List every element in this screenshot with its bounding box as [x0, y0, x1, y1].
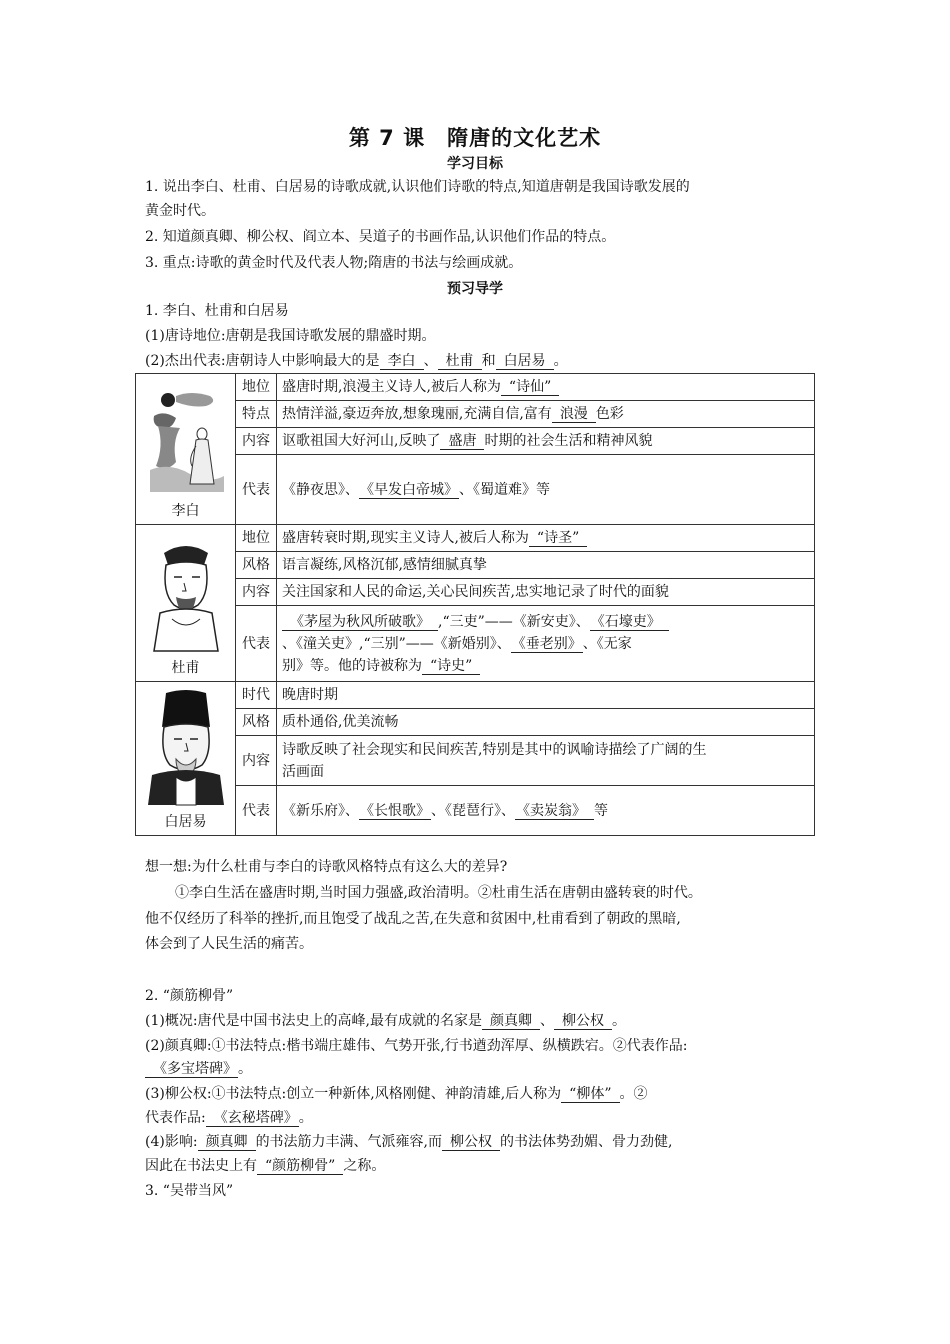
- row-content: [277, 455, 815, 525]
- part2-line: [145, 1107, 825, 1129]
- answer-blank: 《长恨歌》: [359, 803, 431, 820]
- answer-blank: 浪漫: [552, 406, 596, 423]
- row-label: 内容: [236, 736, 277, 786]
- text: 盛唐转衰时期,现实主义诗人,被后人称为: [282, 530, 529, 546]
- part2-line: [145, 1083, 825, 1105]
- answer-blank: 李白: [380, 353, 424, 370]
- portrait-cell-baijuyi: [136, 682, 236, 836]
- baijuyi-portrait-image: [146, 689, 226, 807]
- text: (2)杰出代表:唐朝诗人中影响最大的是: [145, 353, 380, 369]
- answer-blank: 柳公权: [442, 1134, 500, 1151]
- text: 。②: [619, 1086, 648, 1102]
- think-answer-line: 他不仅经历了科举的挫折,而且饱受了战乱之苦,在失意和贫困中,杜甫看到了朝政的黑暗,: [145, 911, 681, 927]
- text: 时期的社会生活和精神风貌: [484, 433, 653, 449]
- answer-blank: 《卖炭翁》: [515, 803, 594, 820]
- row-content: [277, 401, 815, 428]
- goal-line: 2. 知道颜真卿、柳公权、阎立本、吴道子的书画作品,认识他们作品的特点。: [145, 229, 616, 245]
- text: 、: [540, 1013, 554, 1029]
- text: 、《潼关吏》,“三别”——《新婚别》、: [282, 635, 511, 652]
- text: 、《琵琶行》、: [431, 802, 515, 819]
- text: 盛唐时期,浪漫主义诗人,被后人称为: [282, 379, 501, 395]
- answer-blank: 颜真卿: [198, 1134, 256, 1151]
- part2-line: [145, 1155, 825, 1177]
- section-heading-preview: 预习导学: [447, 281, 503, 297]
- answer-blank: 《茅屋为秋风所破歌》: [282, 614, 438, 631]
- part2-line: [145, 1131, 825, 1153]
- text: 色彩: [595, 406, 624, 422]
- row-content: [277, 786, 815, 836]
- row-label: 代表: [236, 455, 277, 525]
- row-label: 内容: [236, 579, 277, 606]
- poets-table: [135, 373, 815, 836]
- text: 、: [423, 353, 438, 369]
- text: 的书法体势劲媚、骨力劲健,: [500, 1134, 673, 1150]
- text: 、《无家: [582, 635, 632, 652]
- answer-blank: “诗圣”: [529, 530, 587, 547]
- answer-blank: “诗仙”: [501, 379, 559, 396]
- text: 诗歌反映了社会现实和民间疾苦,特别是其中的讽喻诗描绘了广阔的生: [282, 741, 707, 758]
- answer-blank: 《玄秘塔碑》: [206, 1110, 299, 1127]
- text: 之称。: [343, 1158, 386, 1174]
- row-label: 内容: [236, 428, 277, 455]
- answer-blank: “柳体”: [561, 1086, 619, 1103]
- text: 、《蜀道难》等: [459, 481, 550, 498]
- part2-line: [145, 1010, 825, 1032]
- lesson-title: 第 7 课 隋唐的文化艺术: [348, 126, 602, 150]
- goal-line: 3. 重点:诗歌的黄金时代及代表人物;隋唐的书法与绘画成就。: [145, 255, 523, 271]
- part1-line2: [145, 350, 825, 372]
- row-content: [277, 374, 815, 401]
- text: 和: [481, 353, 496, 369]
- answer-blank: 杜甫: [438, 353, 482, 370]
- row-content: [277, 428, 815, 455]
- dufu-portrait-image: [146, 535, 226, 653]
- text: 活画面: [282, 763, 324, 780]
- part1-line1: (1)唐诗地位:唐朝是我国诗歌发展的鼎盛时期。: [145, 328, 436, 344]
- row-label: 风格: [236, 709, 277, 736]
- part3-heading: 3. “吴带当风”: [145, 1183, 234, 1199]
- answer-blank: 颜真卿: [482, 1013, 540, 1030]
- text: 《新乐府》、: [282, 802, 359, 819]
- text: 《静夜思》、: [282, 481, 359, 498]
- answer-blank: “颜筋柳骨”: [257, 1158, 343, 1175]
- answer-blank: 《多宝塔碑》: [145, 1061, 238, 1078]
- text: ,“三吏”——《新安吏》、: [438, 613, 590, 630]
- part1-heading: 1. 李白、杜甫和白居易: [145, 303, 289, 319]
- answer-blank: 《早发白帝城》: [359, 482, 459, 499]
- text: 因此在书法史上有: [145, 1158, 257, 1174]
- text: 。: [298, 1110, 313, 1126]
- part2-line: (2)颜真卿:①书法特点:楷书端庄雄伟、气势开张,行书遒劲浑厚、纵横跌宕。②代表作品:: [145, 1038, 688, 1054]
- row-content: 语言凝练,风格沉郁,感情细腻真挚: [277, 552, 815, 579]
- part2-line: [145, 1058, 825, 1080]
- think-answer-line: 体会到了人民生活的痛苦。: [145, 936, 313, 952]
- part2-heading: 2. “颜筋柳骨”: [145, 988, 234, 1004]
- text: (1)概况:唐代是中国书法史上的高峰,最有成就的名家是: [145, 1013, 482, 1029]
- portrait-cell-libai: [136, 374, 236, 525]
- row-label: 风格: [236, 552, 277, 579]
- row-label: 地位: [236, 374, 277, 401]
- text: 讴歌祖国大好河山,反映了: [282, 433, 441, 449]
- section-heading-goals: 学习目标: [447, 156, 503, 172]
- answer-blank: “诗史”: [422, 658, 480, 675]
- answer-blank: 白居易: [496, 353, 554, 370]
- text: 热情洋溢,豪迈奔放,想象瑰丽,充满自信,富有: [282, 406, 552, 422]
- poet-name: 杜甫: [171, 660, 200, 676]
- answer-blank: 《石壕吏》: [590, 614, 669, 631]
- row-content: [277, 606, 815, 682]
- row-content: [277, 525, 815, 552]
- text: 代表作品:: [145, 1110, 206, 1126]
- portrait-cell-dufu: [136, 525, 236, 682]
- answer-blank: 柳公权: [554, 1013, 612, 1030]
- row-label: 代表: [236, 606, 277, 682]
- poet-name: 李白: [171, 503, 200, 519]
- think-question: 想一想:为什么杜甫与李白的诗歌风格特点有这么大的差异?: [145, 859, 508, 875]
- goal-line: 1. 说出李白、杜甫、白居易的诗歌成就,认识他们诗歌的特点,知道唐朝是我国诗歌发展的: [145, 179, 690, 195]
- text: 。: [553, 353, 568, 369]
- row-label: 特点: [236, 401, 277, 428]
- text: 等: [594, 802, 608, 819]
- row-label: 代表: [236, 786, 277, 836]
- text: 的书法筋力丰满、气派雍容,而: [255, 1134, 443, 1150]
- row-content: 关注国家和人民的命运,关心民间疾苦,忠实地记录了时代的面貌: [277, 579, 815, 606]
- row-content: 晚唐时期: [277, 682, 815, 709]
- row-label: 地位: [236, 525, 277, 552]
- libai-portrait-image: [146, 386, 226, 496]
- goal-line: 黄金时代。: [145, 203, 215, 219]
- text: 。: [612, 1013, 626, 1029]
- poet-name: 白居易: [164, 814, 207, 830]
- text: (3)柳公权:①书法特点:创立一种新体,风格刚健、神韵清雄,后人称为: [145, 1086, 562, 1102]
- text: 别》等。他的诗被称为: [282, 657, 422, 674]
- text: 。: [238, 1061, 252, 1077]
- row-content: 质朴通俗,优美流畅: [277, 709, 815, 736]
- text: (4)影响:: [145, 1134, 198, 1150]
- row-content: [277, 736, 815, 786]
- think-answer-line: ①李白生活在盛唐时期,当时国力强盛,政治清明。②杜甫生活在唐朝由盛转衰的时代。: [175, 885, 702, 901]
- answer-blank: 盛唐: [440, 433, 484, 450]
- answer-blank: 《垂老别》: [511, 636, 583, 653]
- row-label: 时代: [236, 682, 277, 709]
